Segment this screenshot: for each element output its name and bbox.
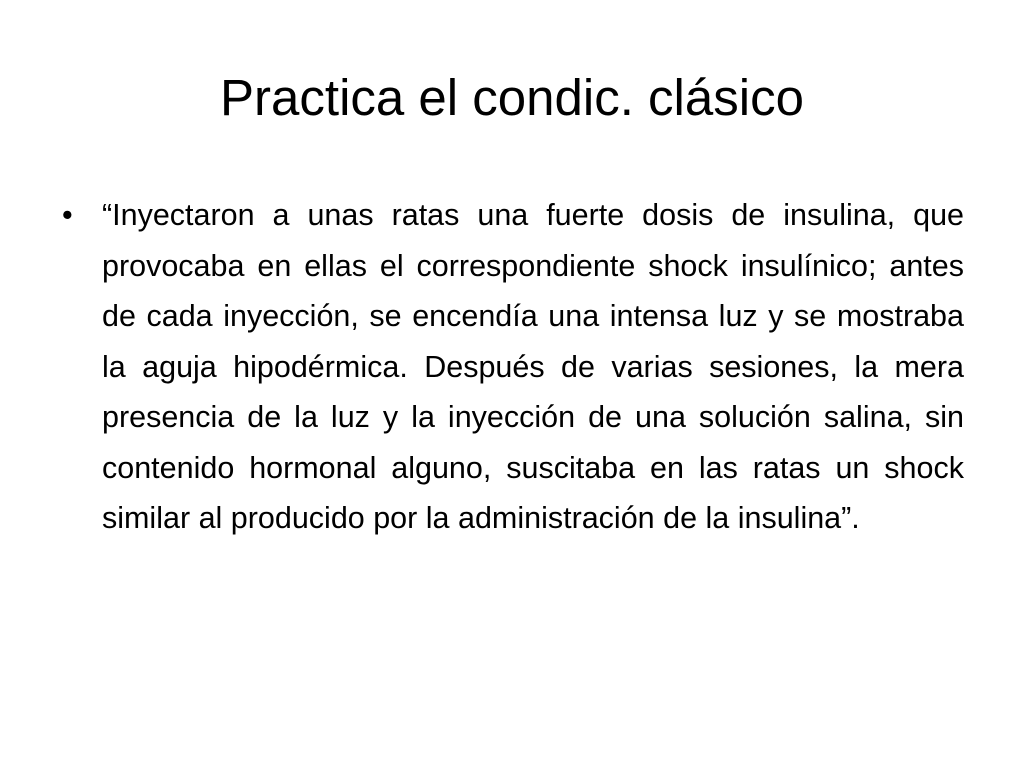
bullet-icon: • [62, 198, 73, 232]
slide-title: Practica el condic. clásico [220, 69, 804, 126]
bullet-text: “Inyectaron a unas ratas una fuerte dosis de insulina, que provocaba en ellas el correspondiente shock insulínico; antes de cada inyección, se encendía una intensa luz y se mostraba la aguja hipodérmica. Después de varias sesiones, la mera presencia de la luz y la inyección de una solución salina, sin contenido hormonal alguno, suscitaba en las ratas un shock similar al producido por la administración de la insulina”. [102, 198, 964, 535]
bullet-item [62, 190, 964, 544]
bullet-list [62, 190, 964, 544]
